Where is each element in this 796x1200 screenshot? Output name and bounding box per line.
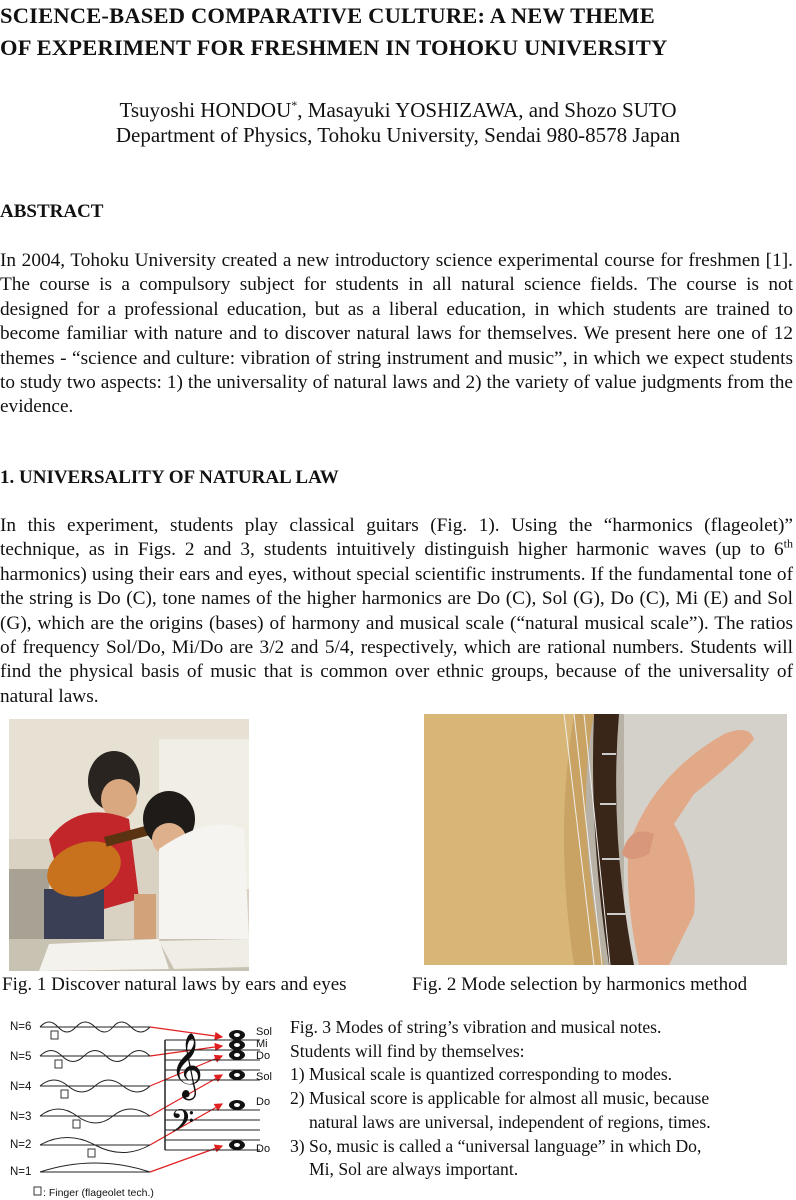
section-1-text (0, 514, 793, 709)
note-label-do-mid: Do (256, 1096, 271, 1108)
fig3-point-2b: natural laws are universal, independent of regions, times. (309, 1111, 711, 1132)
fig2-caption: Fig. 2 Mode selection by harmonics method (412, 974, 748, 995)
mode-label-5: N=5 (10, 1051, 32, 1063)
fig3-point-3a: 3) So, music is called a “universal language” in which Do, (290, 1135, 702, 1156)
ordinal-suffix: th (783, 536, 793, 551)
fig2-photo (424, 714, 787, 965)
note-label-sol-high: Sol (256, 1026, 272, 1038)
title-line-2: OF EXPERIMENT FOR FRESHMEN IN TOHOKU UNIVERSITY (0, 35, 668, 60)
section-1-text-b: harmonics) using their ears and eyes, without special scientific instruments. If the fundamental tone of the string is Do (C), tone names of the higher harmonics are Do (C), Sol (G), Do (C), Mi (E) and Sol (G), which are the origins (bases) of harmony and musical scale (“natural musical scale”). The ratios of frequency Sol/Do, Mi/Do are 3/2 and 5/4, respectively, which are rational numbers. Students will find the physical basis of music that is common over ethnic groups, because of the universality of natural laws. (0, 563, 793, 707)
finger-marker-5 (55, 1060, 62, 1068)
mode-label-2: N=2 (10, 1139, 32, 1151)
note-label-do-low: Do (256, 1143, 271, 1155)
abstract-heading: ABSTRACT (0, 201, 104, 222)
abstract-text: In 2004, Tohoku University created a new introductory science experimental course for freshmen [1]. The course is a compulsory subject for students in all natural science fields. The course is not designed for a professional education, but as a liberal education, in which students are trained to become familiar with nature and to discover natural laws for themselves. We present here one of 12 themes - “science and culture: vibration of string instrument and music”, in which we expect students to study two aspects: 1) the universality of natural laws and 2) the variety of value judgments from the evidence. (0, 250, 793, 418)
section-1-heading: 1. UNIVERSALITY OF NATURAL LAW (0, 467, 339, 488)
fig3-point-2a: 2) Musical score is applicable for almost all music, because (290, 1088, 710, 1109)
finger-marker-6 (51, 1031, 58, 1039)
fig1-caption: Fig. 1 Discover natural laws by ears and eyes (2, 974, 347, 995)
paper-title (0, 0, 796, 64)
fig3-point-1: 1) Musical scale is quantized corresponding to modes. (290, 1064, 673, 1085)
fig3-diagram (0, 1012, 290, 1200)
bass-clef-icon: 𝄢 (170, 1103, 195, 1147)
mode-label-4: N=4 (10, 1081, 32, 1093)
mode-label-1: N=1 (10, 1166, 32, 1178)
note-label-sol: Sol (256, 1071, 272, 1083)
treble-clef-icon: 𝄞 (170, 1033, 204, 1098)
finger-marker-2 (88, 1149, 95, 1157)
harmonics-technique-image (424, 714, 787, 965)
fig3-caption-block (290, 1016, 796, 1182)
affiliation: Department of Physics, Tohoku University, Sendai 980-8578 Japan (115, 123, 681, 147)
fig3-point-3b: Mi, Sol are always important. (309, 1159, 519, 1180)
author-1: Tsuyoshi HONDOU (119, 98, 292, 122)
finger-legend: : Finger (flageolet tech.) (43, 1187, 154, 1199)
author-1-mark: * (291, 98, 298, 112)
finger-marker-4 (61, 1090, 68, 1098)
section-1-text-a: In this experiment, students play classical guitars (Fig. 1). Using the “harmonics (flageolet)” technique, as in Figs. 2 and 3, students intuitively distinguish higher harmonic waves (up to 6 (0, 515, 793, 561)
fig1-photo (9, 719, 249, 971)
note-label-mi: Mi (256, 1038, 268, 1050)
students-with-guitar-image (9, 719, 249, 971)
other-authors: , Masayuki YOSHIZAWA, and Shozo SUTO (297, 98, 677, 122)
title-line-1: SCIENCE-BASED COMPARATIVE CULTURE: A NEW THEME (0, 3, 655, 28)
finger-marker-3 (73, 1120, 80, 1128)
mode-label-6: N=6 (10, 1021, 32, 1033)
fig3-lead: Students will find by themselves: (290, 1040, 525, 1061)
note-label-do-high: Do (256, 1050, 271, 1062)
mode-label-3: N=3 (10, 1111, 32, 1123)
fig3-caption: Fig. 3 Modes of string’s vibration and musical notes. (290, 1017, 662, 1037)
finger-legend-icon (34, 1187, 41, 1195)
